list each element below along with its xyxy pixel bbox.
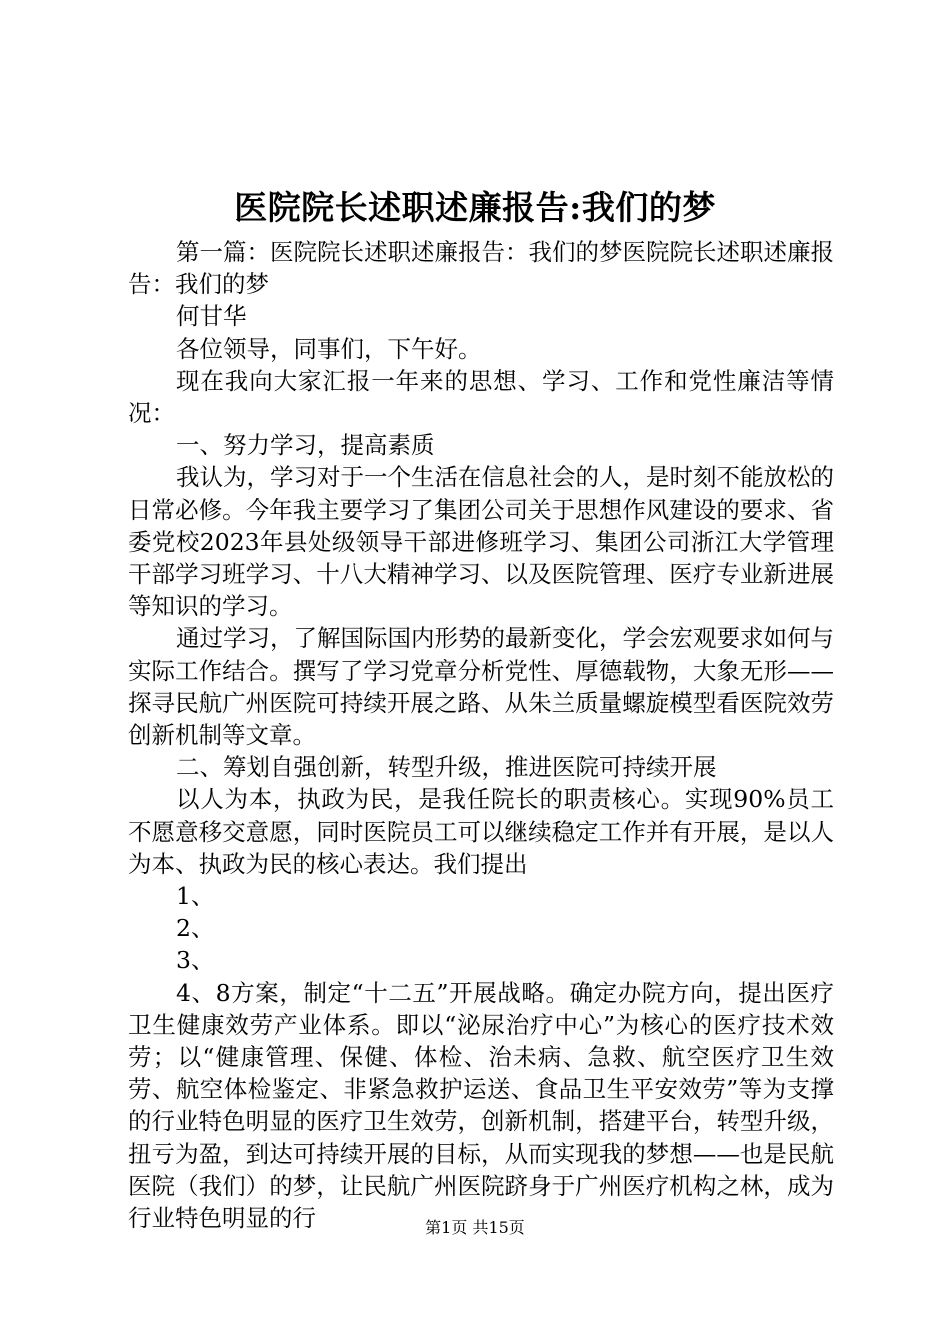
paragraph: 4、8方案，制定“十二五”开展战略。确定办院方向，提出医疗卫生健康效劳产业体系。即以“泌尿治疗中心”为核心的医疗技术效劳；以“健康管理、保健、体检、治未病、急救、航空医疗卫生效劳、航空体检鉴定、非紧急救护运送、食品卫生平安效劳”等为支撑的行业特色明显的医疗卫生效劳，创新机制，搭建平台，转型升级，扭亏为盈，到达可持续开展的目标，从而实现我的梦想——也是民航医院（我们）的梦，让民航广州医院跻身于广州医疗机构之林，成为行业特色明显的行 xyxy=(128,978,834,1233)
page-number-footer: 第1页 共15页 xyxy=(425,1218,525,1237)
paragraph-author: 何甘华 xyxy=(176,302,247,331)
list-item: 1、 xyxy=(176,882,215,911)
paragraph-intro: 第一篇：医院院长述职述廉报告：我们的梦医院院长述职述廉报告：我们的梦 xyxy=(128,238,834,299)
section-heading-2: 二、筹划自强创新，转型升级，推进医院可持续开展 xyxy=(176,753,717,782)
paragraph-overview: 现在我向大家汇报一年来的思想、学习、工作和党性廉洁等情况： xyxy=(128,366,834,428)
list-item: 2、 xyxy=(176,914,215,943)
paragraph: 通过学习，了解国际国内形势的最新变化，学会宏观要求如何与实际工作结合。撰写了学习党章分析党性、厚德载物，大象无形——探寻民航广州医院可持续开展之路、从朱兰质量螺旋模型看医院效劳创新机制等文章。 xyxy=(128,624,834,750)
paragraph-greeting: 各位领导，同事们，下午好。 xyxy=(176,334,482,363)
paragraph: 我认为，学习对于一个生活在信息社会的人，是时刻不能放松的日常必修。今年我主要学习了集团公司关于思想作风建设的要求、省委党校2023年县处级领导干部进修班学习、集团公司浙江大学管理干部学习班学习、十八大精神学习、以及医院管理、医疗专业新进展等知识的学习。 xyxy=(128,463,834,621)
list-item: 3、 xyxy=(176,946,215,975)
paragraph: 以人为本，执政为民，是我任院长的职责核心。实现90%员工不愿意移交意愿，同时医院员工可以继续稳定工作并有开展，是以人为本、执政为民的核心表达。我们提出 xyxy=(128,785,834,878)
document-body xyxy=(128,236,834,1234)
section-heading-1: 一、努力学习，提高素质 xyxy=(176,431,435,460)
document-title: 医院院长述职述廉报告:我们的梦 xyxy=(234,188,716,227)
